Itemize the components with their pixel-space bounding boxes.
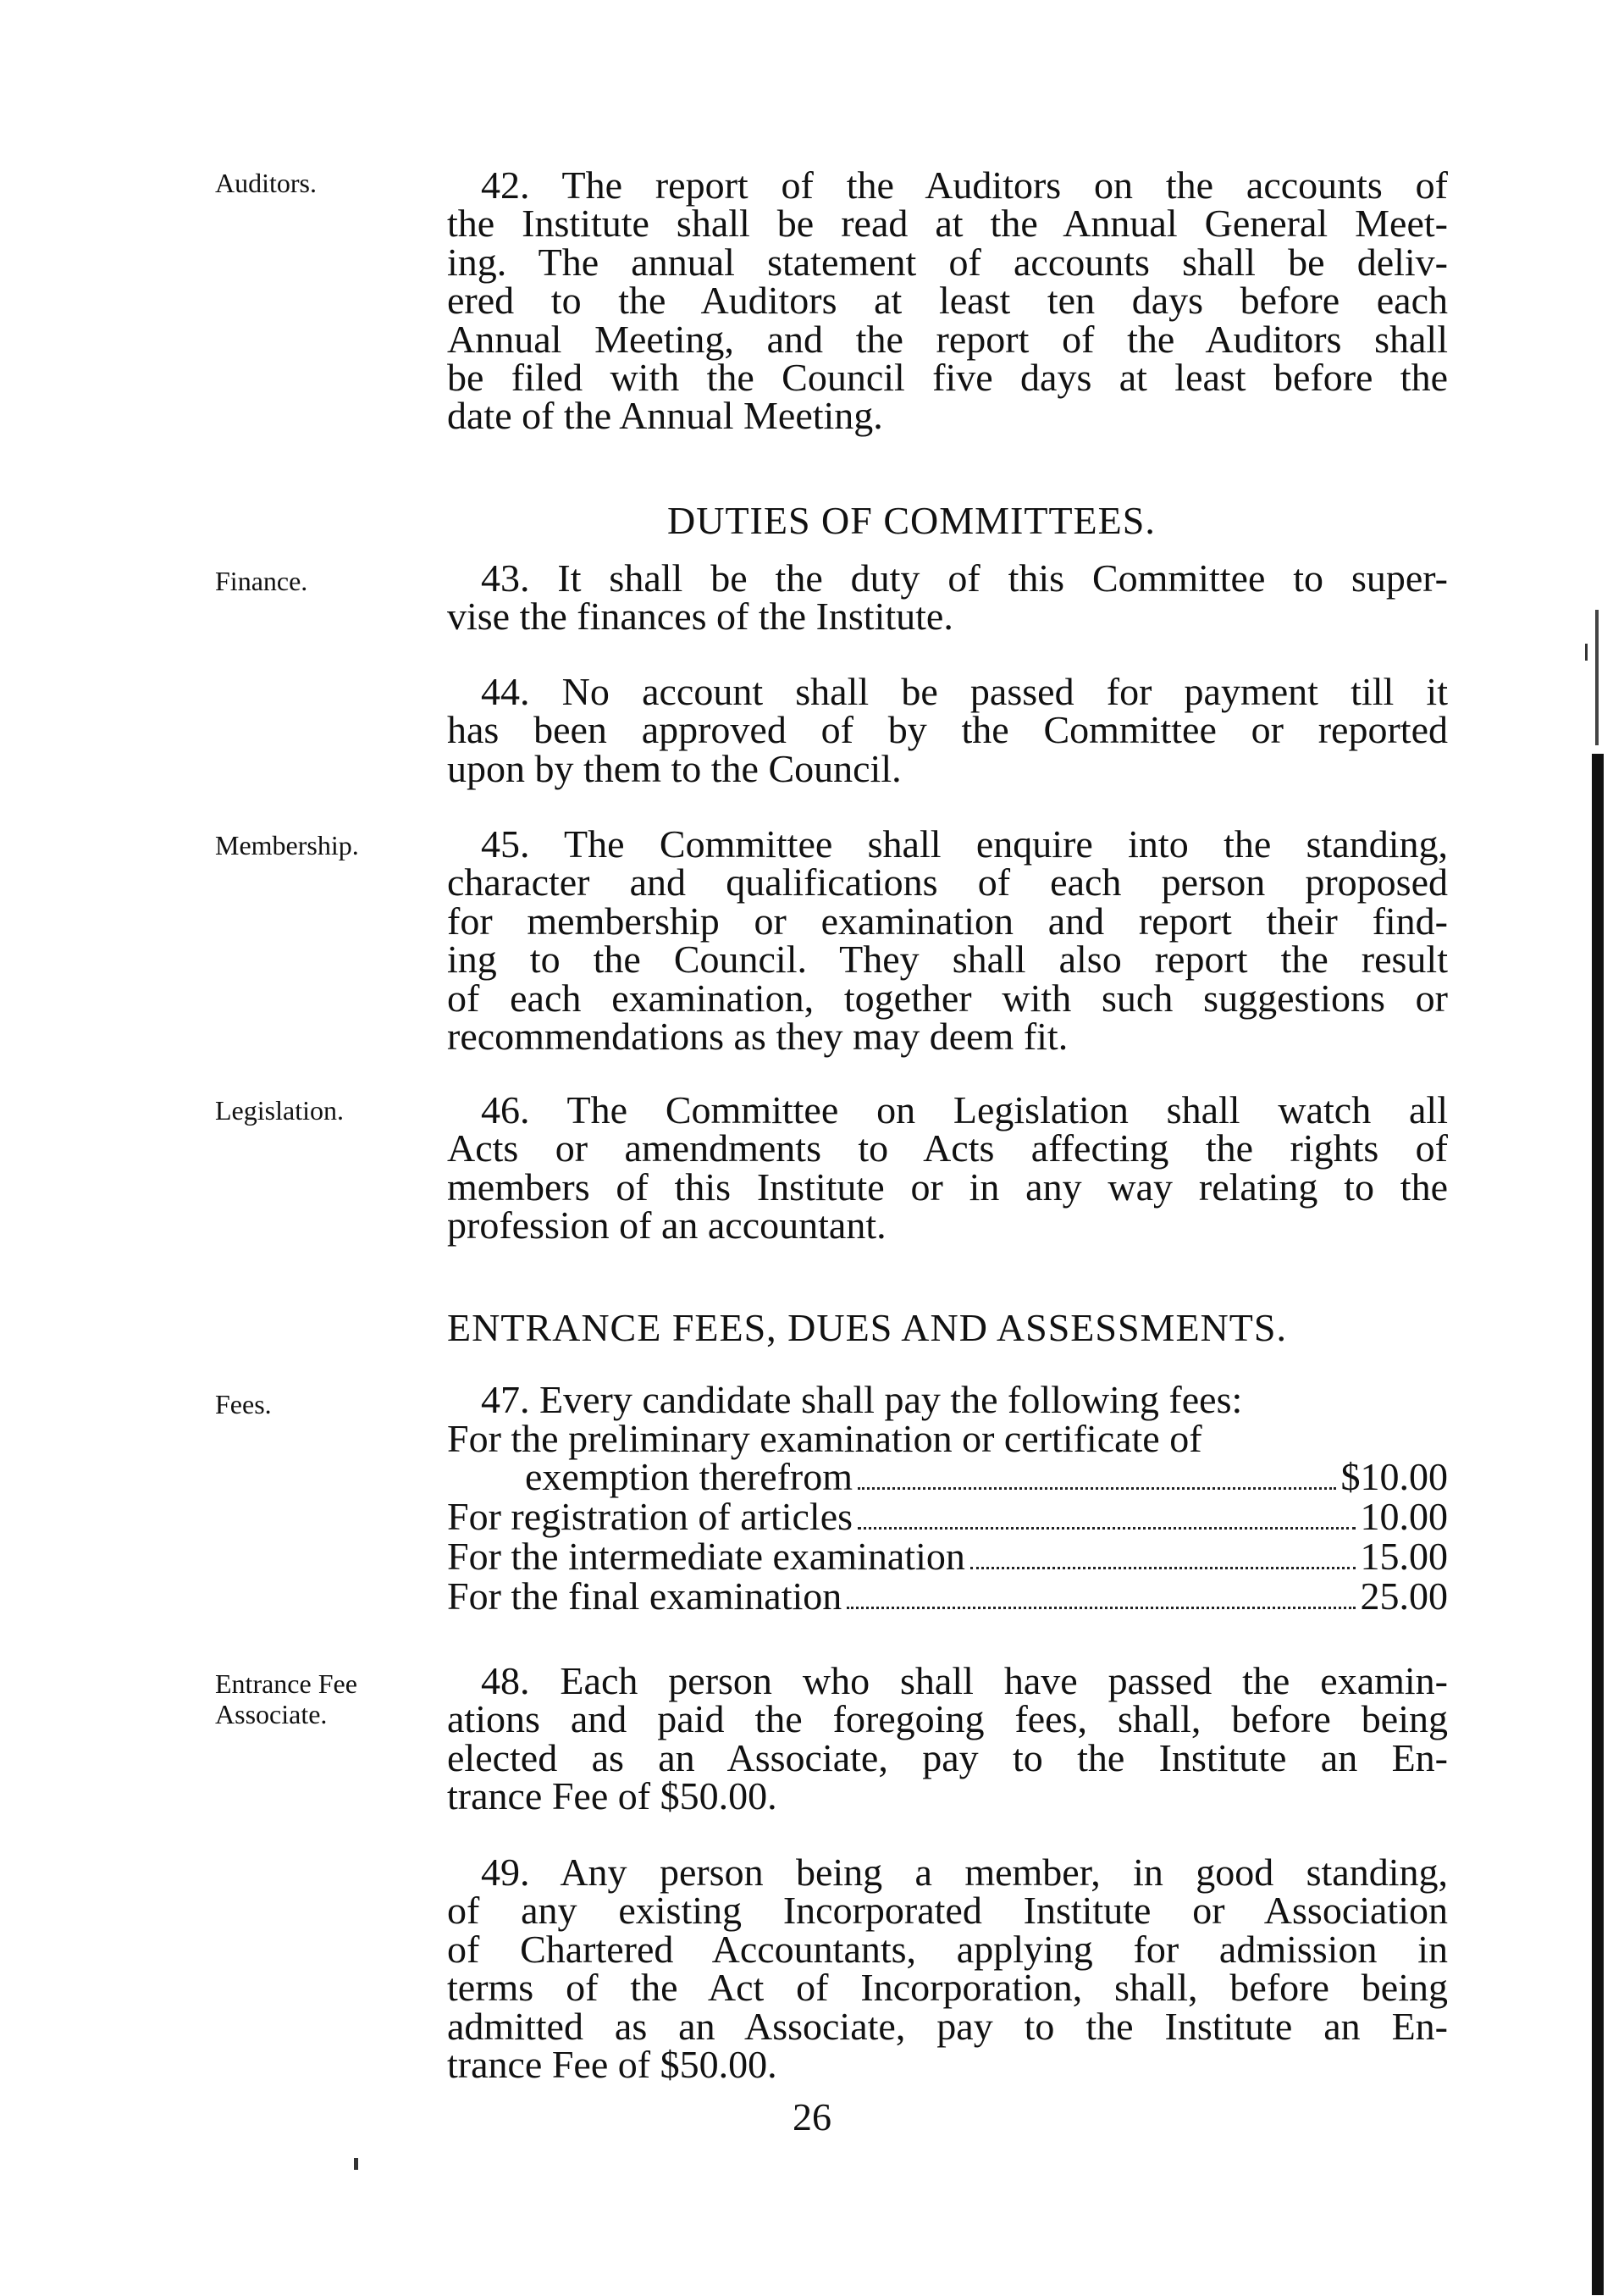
dot-leader <box>858 1487 1335 1490</box>
paragraph-44 <box>447 672 1448 788</box>
paragraph-45 <box>447 822 1448 1059</box>
paragraph-line: terms of the Act of Incorporation, shall, before being <box>447 1966 1448 2010</box>
paragraph-line: character and qualifications of each person proposed <box>447 860 1448 905</box>
fee-amount: $10.00 <box>1340 1455 1448 1499</box>
paragraph-line: trance Fee of $50.00. <box>447 1774 777 1818</box>
paragraph-line: ered to the Auditors at least ten days before each <box>447 279 1448 323</box>
paragraph-43 <box>447 556 1448 639</box>
fee-label: exemption therefrom <box>525 1455 853 1499</box>
paragraph-line: the Institute shall be read at the Annual General Meet- <box>447 202 1448 246</box>
paragraph-line: of Chartered Accountants, applying for admission in <box>447 1927 1448 1971</box>
margin-note-finance: Finance. <box>215 566 308 596</box>
fee-schedule <box>447 1419 1448 1617</box>
margin-note-fees: Fees. <box>215 1389 272 1419</box>
paragraph-line: be filed with the Council five days at least before the <box>447 356 1448 400</box>
fee-amount: 15.00 <box>1360 1535 1448 1579</box>
margin-note-auditors: Auditors. <box>215 168 317 198</box>
dot-leader <box>847 1607 1355 1609</box>
paragraph-line: members of this Institute or in any way relating to the <box>447 1165 1448 1209</box>
margin-note-associate: Associate. <box>215 1699 328 1729</box>
paragraph-line: 43. It shall be the duty of this Committee to super- <box>481 556 1448 600</box>
paragraph-line: profession of an accountant. <box>447 1203 887 1248</box>
fee-row-intermediate <box>447 1537 1448 1577</box>
fee-label: For registration of articles <box>447 1495 853 1539</box>
section-heading-duties: DUTIES OF COMMITTEES. <box>667 499 1156 542</box>
paragraph-line: vise the finances of the Institute. <box>447 595 953 639</box>
paragraph-line: elected as an Associate, pay to the Institute an En- <box>447 1735 1448 1779</box>
paragraph-line: 44. No account shall be passed for payment till it <box>481 670 1448 713</box>
dot-leader <box>858 1527 1355 1530</box>
fee-amount: 25.00 <box>1360 1574 1448 1618</box>
paragraph-42 <box>447 163 1448 438</box>
paragraph-line: upon by them to the Council. <box>447 746 902 790</box>
paragraph-line: 48. Each person who shall have passed the examin- <box>481 1659 1448 1702</box>
scan-mark <box>1585 644 1588 661</box>
fee-row-final <box>447 1574 1448 1618</box>
paragraph-line: recommendations as they may deem fit. <box>447 1015 1069 1059</box>
margin-note-legislation: Legislation. <box>215 1095 344 1126</box>
dot-leader <box>970 1567 1356 1569</box>
paragraph-46 <box>447 1088 1448 1248</box>
fee-label: For the preliminary examination or certificate of <box>447 1417 1202 1460</box>
section-heading-entrance-fees: ENTRANCE FEES, DUES AND ASSESSMENTS. <box>447 1306 1287 1349</box>
fee-row-preliminary <box>447 1419 1448 1458</box>
paragraph-line: 49. Any person being a member, in good standing, <box>481 1851 1448 1894</box>
paragraph-line: 46. The Committee on Legislation shall watch all <box>481 1088 1448 1131</box>
paragraph-line: 45. The Committee shall enquire into the standing, <box>481 822 1448 866</box>
paragraph-line: ations and paid the foregoing fees, shall, before being <box>447 1697 1448 1741</box>
paragraph-line: for membership or examination and report their find- <box>447 899 1448 943</box>
fee-amount: 10.00 <box>1360 1495 1448 1539</box>
paragraph-line: trance Fee of $50.00. <box>447 2043 777 2087</box>
paragraph-line: date of the Annual Meeting. <box>447 394 883 438</box>
paragraph-line: Acts or amendments to Acts affecting the rights of <box>447 1126 1448 1170</box>
paragraph-line: 47. Every candidate shall pay the following fees: <box>481 1378 1243 1421</box>
scan-mark <box>354 2158 358 2170</box>
paragraph-47 <box>447 1380 1448 1419</box>
paragraph-line: 42. The report of the Auditors on the accounts of <box>481 163 1448 207</box>
fee-row-exemption <box>447 1455 1448 1499</box>
paragraph-line: Annual Meeting, and the report of the Auditors shall <box>447 317 1448 361</box>
paragraph-line: ing. The annual statement of accounts shall be deliv- <box>447 240 1448 284</box>
paragraph-line: of any existing Incorporated Institute or Association <box>447 1889 1448 1933</box>
paragraph-49 <box>447 1851 1448 2087</box>
paragraph-48 <box>447 1659 1448 1818</box>
paragraph-line: admitted as an Associate, pay to the Institute an En- <box>447 2004 1448 2048</box>
page-number: 26 <box>793 2095 831 2138</box>
paragraph-line: ing to the Council. They shall also report the result <box>447 938 1448 982</box>
paragraph-line: has been approved of by the Committee or reported <box>447 708 1448 752</box>
fee-label: For the final examination <box>447 1574 842 1618</box>
binding-edge-shadow <box>1592 754 1604 2295</box>
binding-edge-shadow-upper <box>1595 610 1599 745</box>
margin-note-membership: Membership. <box>215 830 359 860</box>
margin-note-entrance-fee: Entrance Fee <box>215 1668 357 1699</box>
paragraph-line: of each examination, together with such suggestions or <box>447 976 1448 1020</box>
fee-row-registration <box>447 1497 1448 1537</box>
fee-label: For the intermediate examination <box>447 1535 965 1579</box>
